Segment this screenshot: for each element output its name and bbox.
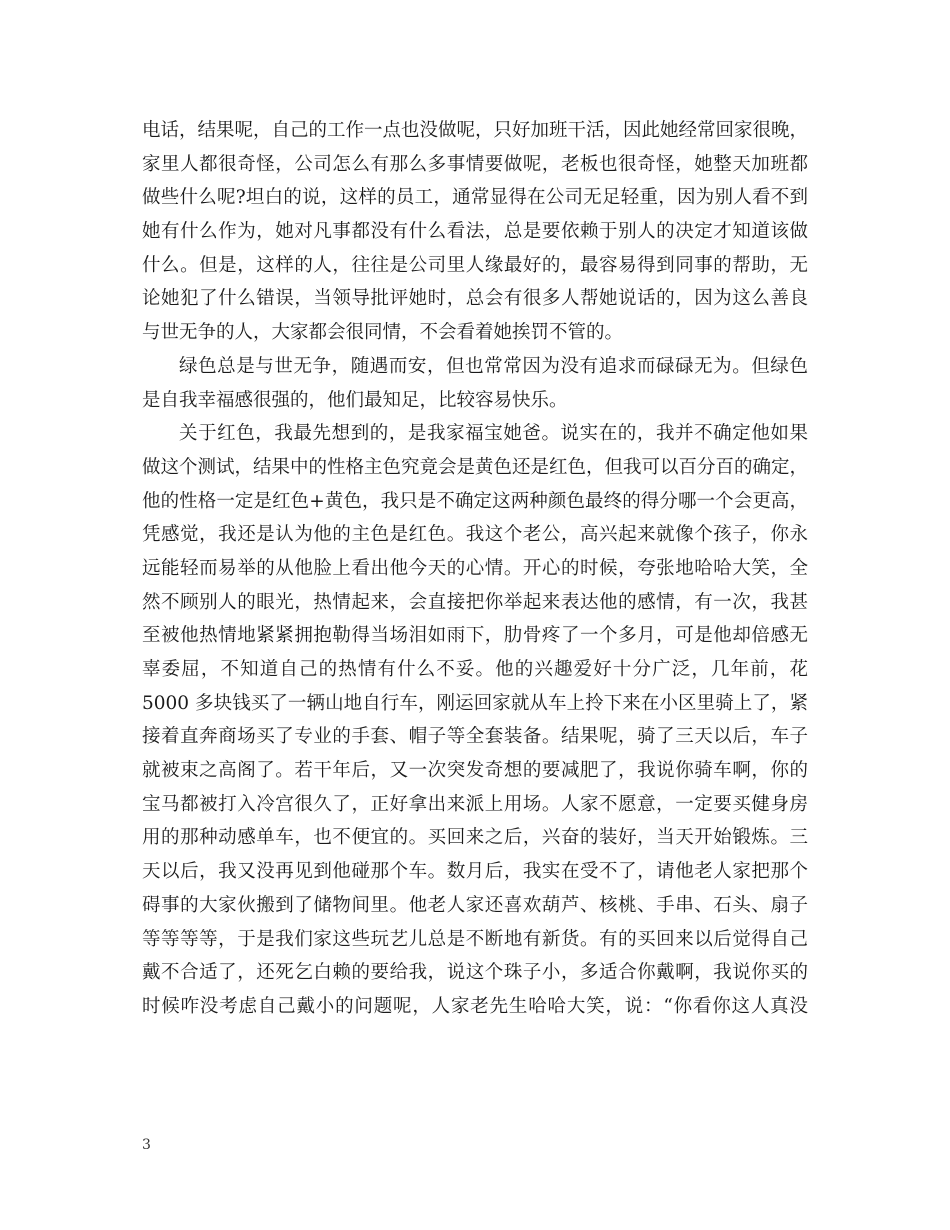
text-line: 是自我幸福感很强的，他们最知足，比较容易快乐。 <box>142 389 568 411</box>
text-line: 接着直奔商场买了专业的手套、帽子等全套装备。结果呢，骑了三天以后，车子 <box>142 726 808 748</box>
text-line: 关于红色，我最先想到的，是我家福宝她爸。说实在的，我并不确定他如果 <box>179 423 808 445</box>
text-line: 戴不合适了，还死乞白赖的要给我，说这个珠子小，多适合你戴啊，我说你买的 <box>142 962 808 984</box>
text-line: 他的性格一定是红色+黄色，我只是不确定这两种颜色最终的得分哪一个会更高， <box>142 490 808 512</box>
text-line: 她有什么作为，她对凡事都没有什么看法，总是要依赖于别人的决定才知道该做 <box>142 221 808 243</box>
text-line: 碍事的大家伙搬到了储物间里。他老人家还喜欢葫芦、核桃、手串、石头、扇子 <box>142 894 808 916</box>
text-line: 绿色总是与世无争，随遇而安，但也常常因为没有追求而碌碌无为。但绿色 <box>179 355 808 377</box>
text-line: 然不顾别人的眼光，热情起来，会直接把你举起来表达他的感情，有一次，我甚 <box>142 591 808 613</box>
text-line: 时候咋没考虑自己戴小的问题呢，人家老先生哈哈大笑，说：“你看你这人真没 <box>142 995 808 1017</box>
text-line: 凭感觉，我还是认为他的主色是红色。我这个老公，高兴起来就像个孩子，你永 <box>142 524 808 546</box>
page-number: 3 <box>142 1137 151 1153</box>
text-line: 辜委屈，不知道自己的热情有什么不妥。他的兴趣爱好十分广泛，几年前，花 <box>142 659 808 680</box>
text-line: 做这个测试，结果中的性格主色究竟会是黄色还是红色，但我可以百分百的确定， <box>142 456 809 478</box>
text-line: 什么。但是，这样的人，往往是公司里人缘最好的，最容易得到同事的帮助，无 <box>142 254 808 276</box>
text-line: 5000 多块钱买了一辆山地自行车，刚运回家就从车上拎下来在小区里骑上了，紧 <box>142 692 808 714</box>
text-line: 用的那种动感单车，也不便宜的。买回来之后，兴奋的装好，当天开始锻炼。三 <box>142 827 808 849</box>
text-line: 论她犯了什么错误，当领导批评她时，总会有很多人帮她说话的，因为这么善良 <box>142 288 808 310</box>
body-text <box>142 114 808 1024</box>
text-line: 电话，结果呢，自己的工作一点也没做呢，只好加班干活，因此她经常回家很晚， <box>142 120 809 141</box>
text-line: 家里人都很奇怪，公司怎么有那么多事情要做呢，老板也很奇怪，她整天加班都 <box>142 153 808 175</box>
text-line: 与世无争的人，大家都会很同情，不会看着她挨罚不管的。 <box>142 322 624 344</box>
text-line: 宝马都被打入冷宫很久了，正好拿出来派上用场。人家不愿意，一定要买健身房 <box>142 793 808 815</box>
text-line: 做些什么呢?坦白的说，这样的员工，通常显得在公司无足轻重，因为别人看不到 <box>142 187 808 209</box>
text-line: 天以后，我又没再见到他碰那个车。数月后，我实在受不了，请他老人家把那个 <box>142 861 808 883</box>
text-line: 远能轻而易举的从他脸上看出他今天的心情。开心的时候，夸张地哈哈大笑，全 <box>142 557 808 579</box>
text-line: 等等等等，于是我们家这些玩艺儿总是不断地有新货。有的买回来以后觉得自己 <box>142 928 808 950</box>
text-line: 就被束之高阁了。若干年后，又一次突发奇想的要减肥了，我说你骑车啊，你的 <box>142 760 808 782</box>
text-line: 至被他热情地紧紧拥抱勒得当场泪如雨下，肋骨疼了一个多月，可是他却倍感无 <box>142 625 808 647</box>
